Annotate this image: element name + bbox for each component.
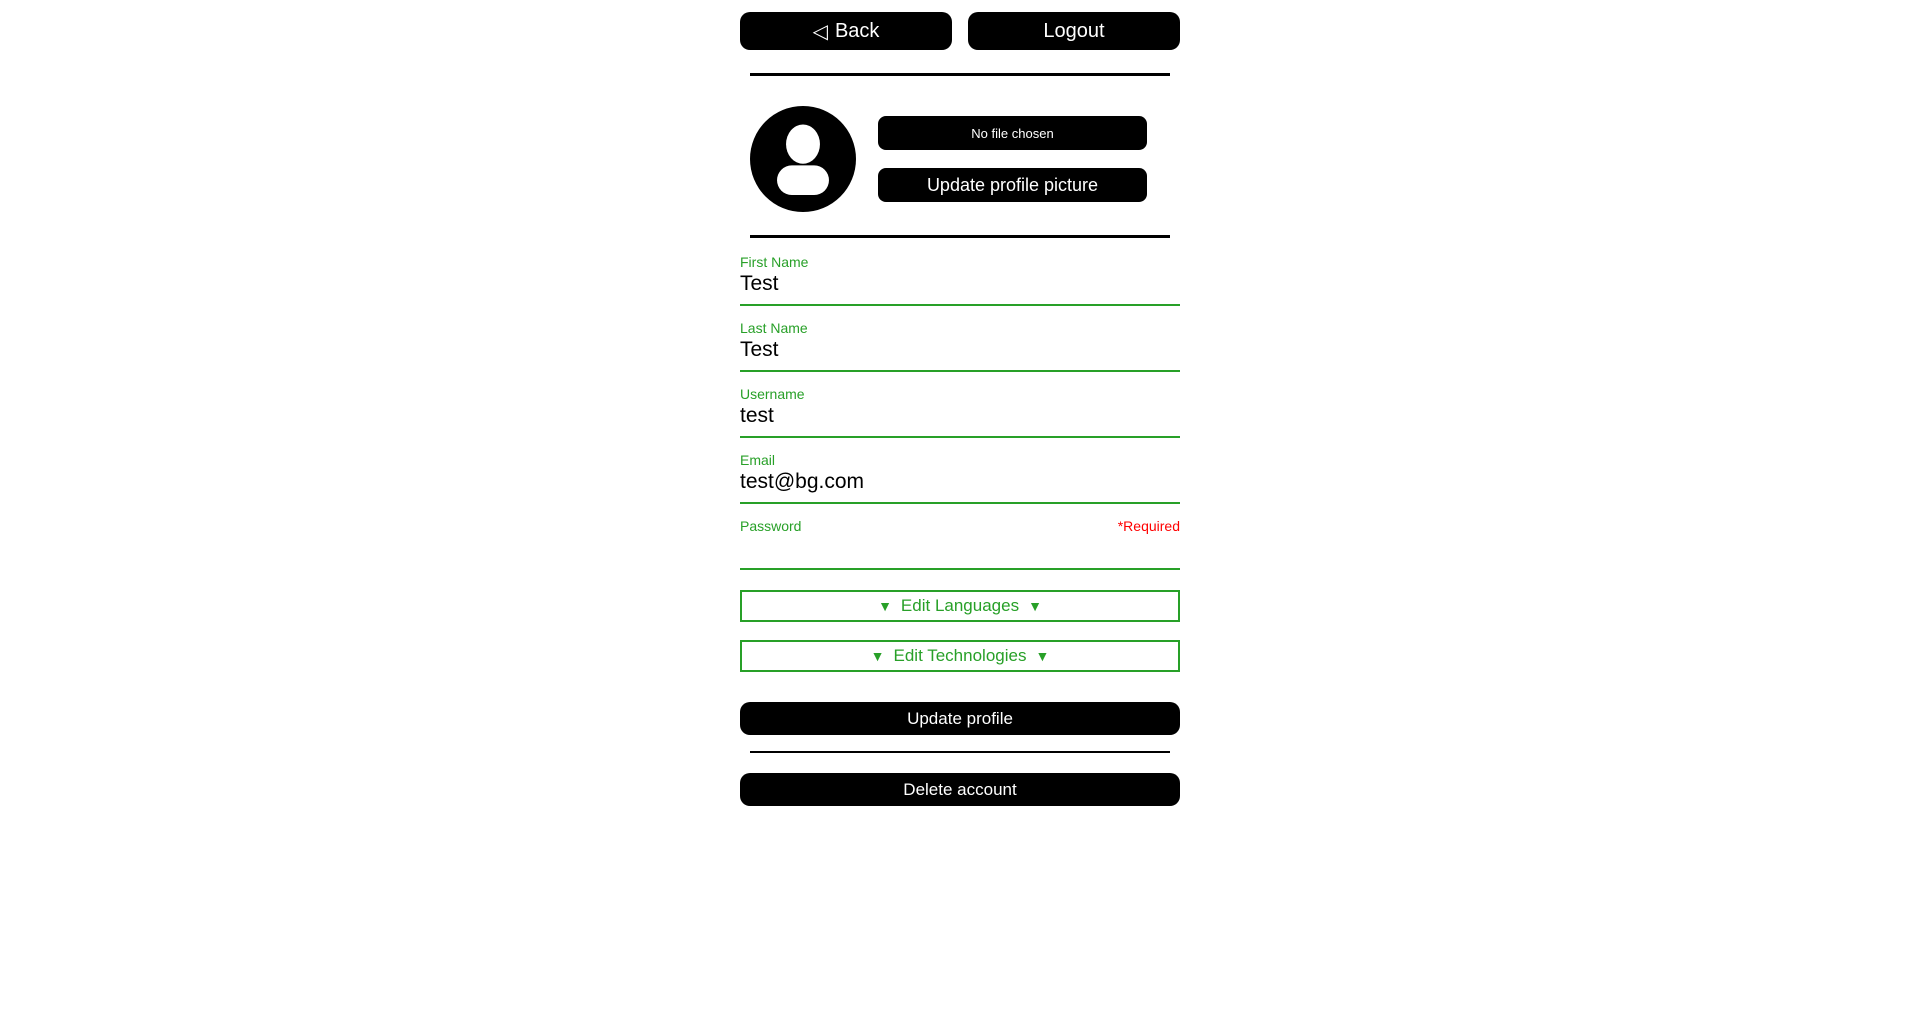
field-first-name bbox=[740, 254, 1180, 306]
profile-container bbox=[740, 0, 1180, 806]
chevron-down-icon: ▼ bbox=[1028, 598, 1042, 614]
field-username bbox=[740, 386, 1180, 438]
profile-picture-file-input[interactable]: No file chosen bbox=[878, 116, 1147, 150]
last-name-input[interactable] bbox=[740, 336, 1180, 372]
section-divider-bottom bbox=[750, 751, 1170, 753]
chevron-down-icon: ▼ bbox=[1035, 648, 1050, 664]
email-input[interactable] bbox=[740, 468, 1180, 504]
logout-button[interactable]: Logout bbox=[968, 12, 1180, 50]
update-picture-button[interactable]: Update profile picture bbox=[878, 168, 1147, 202]
email-label: Email bbox=[740, 452, 776, 468]
edit-technologies-label: Edit Technologies bbox=[893, 646, 1027, 665]
picture-controls bbox=[878, 116, 1147, 202]
back-button-label: Back bbox=[834, 19, 880, 42]
chevron-down-icon: ▼ bbox=[878, 598, 892, 614]
edit-languages-label: Edit Languages bbox=[900, 596, 1020, 615]
edit-languages-button[interactable] bbox=[740, 590, 1180, 622]
first-name-input[interactable] bbox=[740, 270, 1180, 306]
profile-picture-section bbox=[740, 106, 1180, 212]
first-name-label: First Name bbox=[740, 254, 809, 270]
username-input[interactable] bbox=[740, 402, 1180, 438]
back-arrow-icon: ◁ bbox=[812, 20, 828, 43]
password-input[interactable] bbox=[740, 534, 1180, 570]
header-actions bbox=[740, 12, 1180, 50]
chevron-down-icon: ▼ bbox=[870, 648, 885, 664]
profile-form bbox=[740, 254, 1180, 735]
back-button[interactable] bbox=[740, 12, 952, 50]
edit-technologies-button[interactable] bbox=[740, 640, 1180, 672]
section-divider-top bbox=[750, 73, 1170, 76]
last-name-label: Last Name bbox=[740, 320, 808, 336]
user-avatar-icon bbox=[750, 106, 856, 212]
required-note: *Required bbox=[1117, 518, 1180, 534]
update-profile-button[interactable]: Update profile bbox=[740, 702, 1180, 735]
delete-account-button[interactable]: Delete account bbox=[740, 773, 1180, 806]
field-last-name bbox=[740, 320, 1180, 372]
field-password bbox=[740, 518, 1180, 570]
section-divider-middle bbox=[750, 235, 1170, 238]
username-label: Username bbox=[740, 386, 805, 402]
password-label: Password bbox=[740, 518, 802, 534]
field-email bbox=[740, 452, 1180, 504]
